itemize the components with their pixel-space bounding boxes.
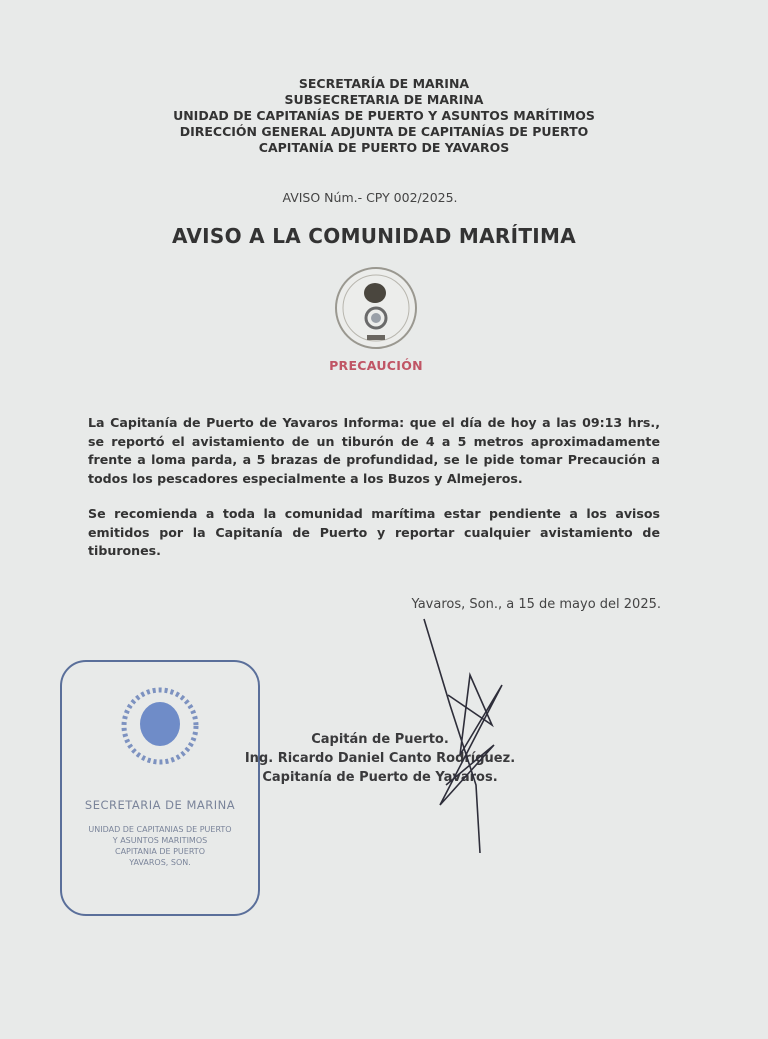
stamp-line: CAPITANIA DE PUERTO [115,847,205,856]
signer-office: Capitanía de Puerto de Yavaros. [262,770,498,785]
header-line: DIRECCIÓN GENERAL ADJUNTA DE CAPITANÍAS DE PUERTO [179,124,589,139]
stamp-line: Y ASUNTOS MARITIMOS [112,836,208,845]
navy-seal-logo [333,265,419,351]
handwritten-signature [410,615,520,855]
stamp-title: SECRETARIA DE MARINA [84,798,236,812]
aviso-number: AVISO Núm.- CPY 002/2025. [282,190,458,205]
document-title: AVISO A LA COMUNIDAD MARÍTIMA [171,224,577,248]
body-paragraph: Se recomienda a toda la comunidad marítima estar pendiente a los avisos emitidos por la Capitanía de Puerto y reportar cualquier avistamiento de tiburones. [88,506,660,558]
signer-role: Capitán de Puerto. [311,732,449,747]
coat-of-arms-icon [118,684,202,768]
precaution-label: PRECAUCIÓN [329,358,423,373]
body-paragraph: La Capitanía de Puerto de Yavaros Informa: que el día de hoy a las 09:13 hrs., se reportó el avistamiento de un tiburón de 4 a 5 metros aproximadamente frente a loma parda, a 5 brazas de profundidad, se le pide tomar Precaución a todos los pescadores especialmente a los Buzos y Almejeros. [88,415,660,486]
letterhead [0,76,768,156]
date-line: Yavaros, Son., a 15 de mayo del 2025. [411,597,661,612]
stamp-line: UNIDAD DE CAPITANIAS DE PUERTO [88,825,232,834]
stamp-line: YAVAROS, SON. [129,858,191,867]
header-line: SECRETARÍA DE MARINA [298,76,470,91]
header-line: UNIDAD DE CAPITANÍAS DE PUERTO Y ASUNTOS MARÍTIMOS [173,108,595,123]
header-line: SUBSECRETARIA DE MARINA [284,92,484,107]
header-line: CAPITANÍA DE PUERTO DE YAVAROS [258,140,510,155]
signer-name: Ing. Ricardo Daniel Canto Rodríguez. [244,751,516,766]
official-stamp [60,660,260,916]
